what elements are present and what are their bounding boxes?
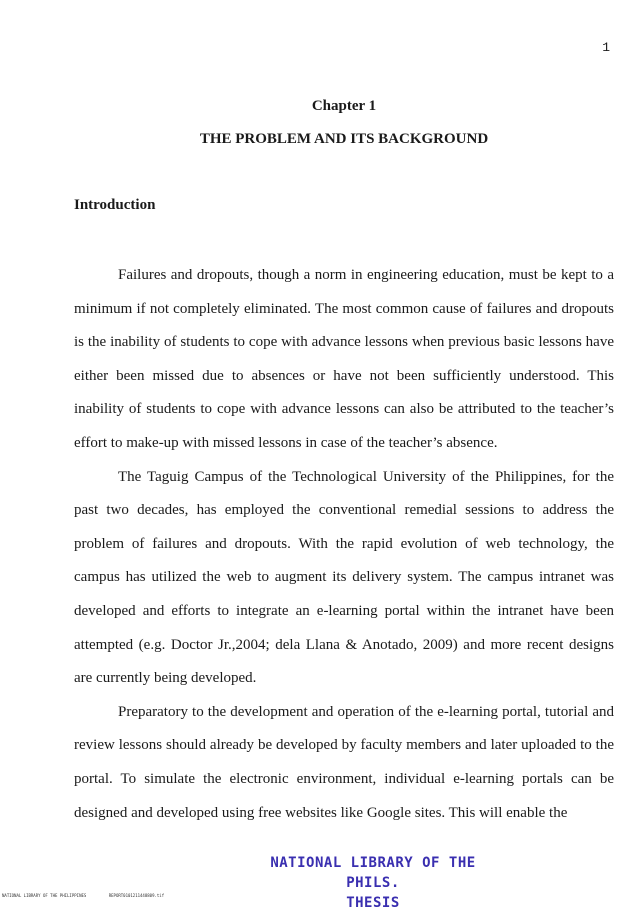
section-title: Introduction xyxy=(74,197,156,213)
paragraph: Preparatory to the development and operation of the e-learning portal, tutorial and review lessons should already be developed by faculty members and later uploaded to the portal. To simulate the electronic environment, individual e-learning portals can be designed and developed using free websites like Google sites. This will enable the xyxy=(74,703,614,821)
library-stamp xyxy=(258,853,488,913)
body-text xyxy=(74,259,614,830)
chapter-label: Chapter 1 xyxy=(311,98,377,114)
chapter-heading: THE PROBLEM AND ITS BACKGROUND xyxy=(199,131,489,147)
footer-right: REPORT0101211448809.tif xyxy=(108,893,165,898)
footer-left: NATIONAL LIBRARY OF THE PHILIPPINES xyxy=(2,893,87,898)
stamp-line-2: THESIS xyxy=(346,895,400,911)
paragraph: Failures and dropouts, though a norm in engineering education, must be kept to a minimum if not completely eliminated. The most common cause of failures and dropouts is the inability of students to cope with advance lessons when previous basic lessons have either been missed due to absences or have not been sufficiently understood. This inability of students to cope with advance lessons can also be attributed to the teacher’s effort to make-up with missed lessons in case of the teacher’s absence. xyxy=(74,267,614,451)
scan-footer xyxy=(2,893,184,898)
page-number: 1 xyxy=(602,40,610,55)
stamp-line-1: NATIONAL LIBRARY OF THE PHILS. xyxy=(270,855,476,891)
paragraph: The Taguig Campus of the Technological University of the Philippines, for the past two decades, has employed the conventional remedial sessions to address the problem of failures and dropouts. With the rapid evolution of web technology, the campus has utilized the web to augment its delivery system. The campus intranet was developed and efforts to integrate an e-learning portal within the intranet have been attempted (e.g. Doctor Jr.,2004; dela Llana & Anotado, 2009) and more recent designs are currently being developed. xyxy=(74,468,614,687)
